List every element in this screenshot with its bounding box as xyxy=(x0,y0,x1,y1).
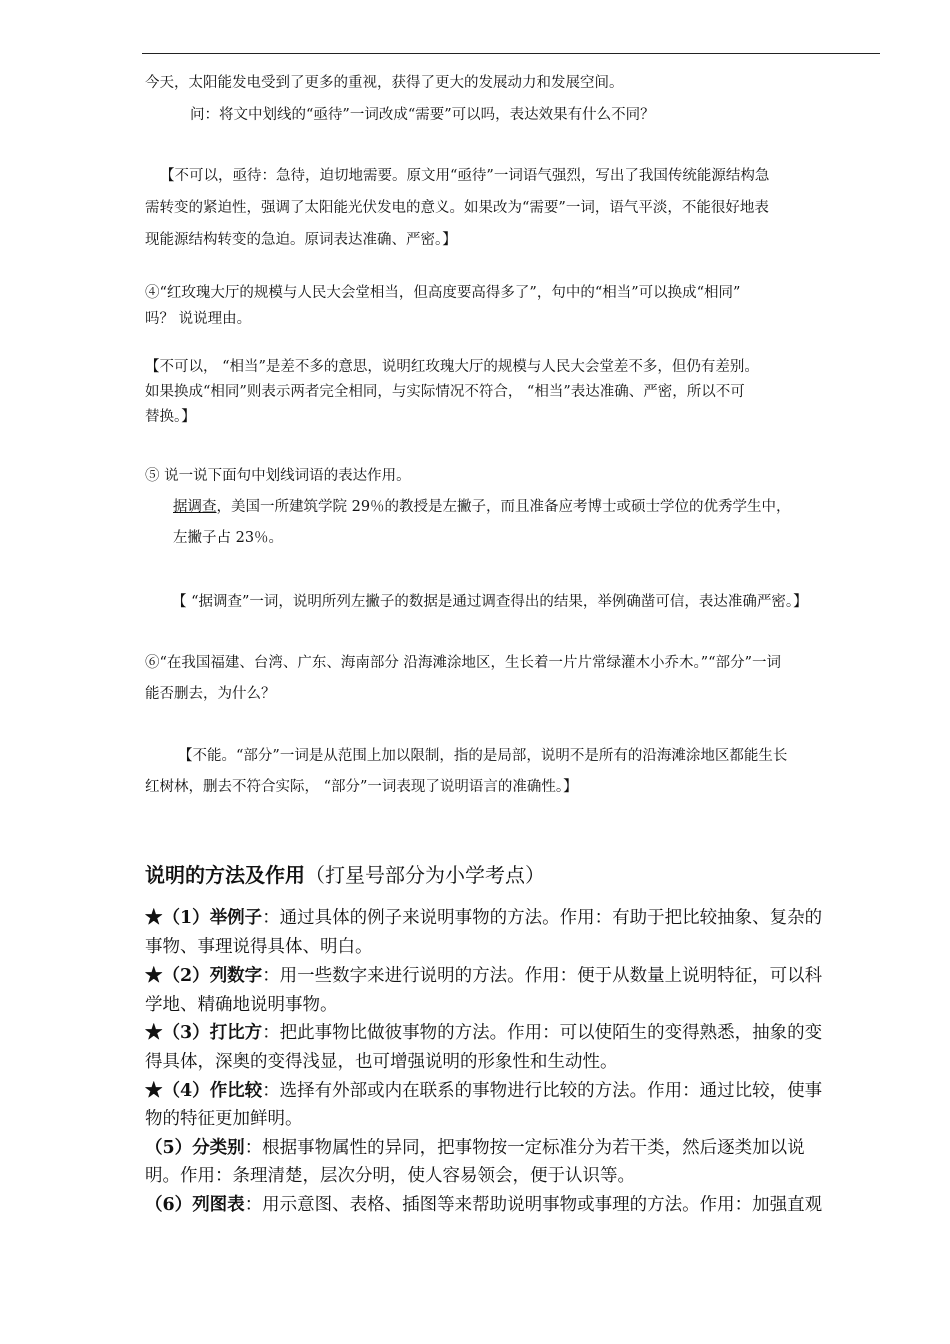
method-item xyxy=(145,1080,822,1102)
question-text: 问：将文中划线的“亟待”一词改成“需要”可以吗，表达效果有什么不同？ xyxy=(190,107,655,123)
answer-line: 【不可以， “相当”是差不多的意思，说明红玫瑰大厅的规模与人民大会堂差不多，但仍有差别。 xyxy=(145,359,759,375)
method-name: 列数字 xyxy=(209,966,263,986)
method-item xyxy=(145,965,822,987)
answer-line: 红树林，删去不符合实际， “部分”一词表现了说明语言的准确性。】 xyxy=(145,779,578,795)
method-name: 分类别 xyxy=(192,1138,245,1158)
method-prefix: ★（1） xyxy=(145,908,210,928)
method-item xyxy=(145,1194,822,1216)
answer-line: 【不能。“部分”一词是从范围上加以限制，指的是局部，说明不是所有的沿海滩涂地区都能生长 xyxy=(178,748,788,764)
method-prefix: ★（4） xyxy=(145,1081,210,1101)
header-rule xyxy=(142,53,880,54)
method-name: 举例子 xyxy=(209,908,263,928)
answer-line: 【 “据调查”一词，说明所列左撇子的数据是通过调查得出的结果，举例确凿可信，表达准确严密。】 xyxy=(172,594,808,610)
method-item xyxy=(145,907,822,929)
method-desc: ：通过具体的例子来说明事物的方法。作用：有助于把比较抽象、复杂的 xyxy=(262,908,823,928)
method-prefix: （6） xyxy=(145,1195,193,1215)
method-desc: ：用示意图、表格、插图等来帮助说明事物或事理的方法。作用：加强直观 xyxy=(244,1195,823,1215)
method-item xyxy=(145,1022,822,1044)
paragraph-line: 今天，太阳能发电受到了更多的重视，获得了更大的发展动力和发展空间。 xyxy=(145,75,624,91)
question-6-line: 能否删去，为什么？ xyxy=(145,686,276,702)
example-sentence-line: 左撇子占 23％。 xyxy=(173,530,284,546)
example-sentence xyxy=(173,497,791,517)
question-4-line: 吗？ 说说理由。 xyxy=(145,311,252,327)
method-desc-line: 学地、精确地说明事物。 xyxy=(145,995,338,1015)
example-sentence-rest: ，美国一所建筑学院 29％的教授是左撇子，而且准备应考博士或硕士学位的优秀学生中， xyxy=(216,499,791,515)
question-4-line: ④“红玫瑰大厅的规模与人民大会堂相当，但高度要高得多了”，句中的“相当”可以换成“相同” xyxy=(145,285,741,301)
method-desc: ：根据事物属性的异同，把事物按一定标准分为若干类，然后逐类加以说 xyxy=(244,1138,805,1158)
method-desc-line: 得具体，深奥的变得浅显，也可增强说明的形象性和生动性。 xyxy=(145,1052,618,1072)
answer-line: 【不可以，亟待：急待，迫切地需要。原文用“亟待”一词语气强烈，写出了我国传统能源结构急 xyxy=(160,168,770,184)
method-desc-line: 明。作用：条理清楚，层次分明，使人容易领会，便于认识等。 xyxy=(145,1166,635,1186)
method-item xyxy=(145,1137,805,1159)
answer-line: 如果换成“相同”则表示两者完全相同，与实际情况不符合， “相当”表达准确、严密，所以不可 xyxy=(145,384,745,400)
method-prefix: ★（3） xyxy=(145,1023,210,1043)
section-title-note: （打星号部分为小学考点） xyxy=(305,863,545,887)
question-6-line: ⑥“在我国福建、台湾、广东、海南部分 沿海滩涂地区，生长着一片片常绿灌木小乔木。”“部分”一词 xyxy=(145,655,782,671)
answer-line: 替换。】 xyxy=(145,409,196,425)
method-desc-line: 事物、事理说得具体、明白。 xyxy=(145,937,373,957)
answer-line: 需转变的紧迫性，强调了太阳能光伏发电的意义。如果改为“需要”一词，语气平淡，不能很好地表 xyxy=(145,200,769,216)
method-name: 打比方 xyxy=(209,1023,263,1043)
method-name: 列图表 xyxy=(192,1195,245,1215)
section-title-main: 说明的方法及作用 xyxy=(145,863,305,887)
method-name: 作比较 xyxy=(209,1081,263,1101)
method-desc: ：把此事物比做彼事物的方法。作用：可以使陌生的变得熟悉，抽象的变 xyxy=(262,1023,823,1043)
method-prefix: ★（2） xyxy=(145,966,210,986)
answer-line: 现能源结构转变的急迫。原词表达准确、严密。】 xyxy=(145,232,457,248)
method-desc-line: 物的特征更加鲜明。 xyxy=(145,1109,303,1129)
underlined-term: 据调查 xyxy=(173,499,217,515)
question-5-title: ⑤ 说一说下面句中划线词语的表达作用。 xyxy=(145,468,411,484)
method-desc: ：用一些数字来进行说明的方法。作用：便于从数量上说明特征，可以科 xyxy=(262,966,823,986)
method-desc: ：选择有外部或内在联系的事物进行比较的方法。作用：通过比较，使事 xyxy=(262,1081,823,1101)
section-title xyxy=(145,862,545,888)
method-prefix: （5） xyxy=(145,1138,193,1158)
